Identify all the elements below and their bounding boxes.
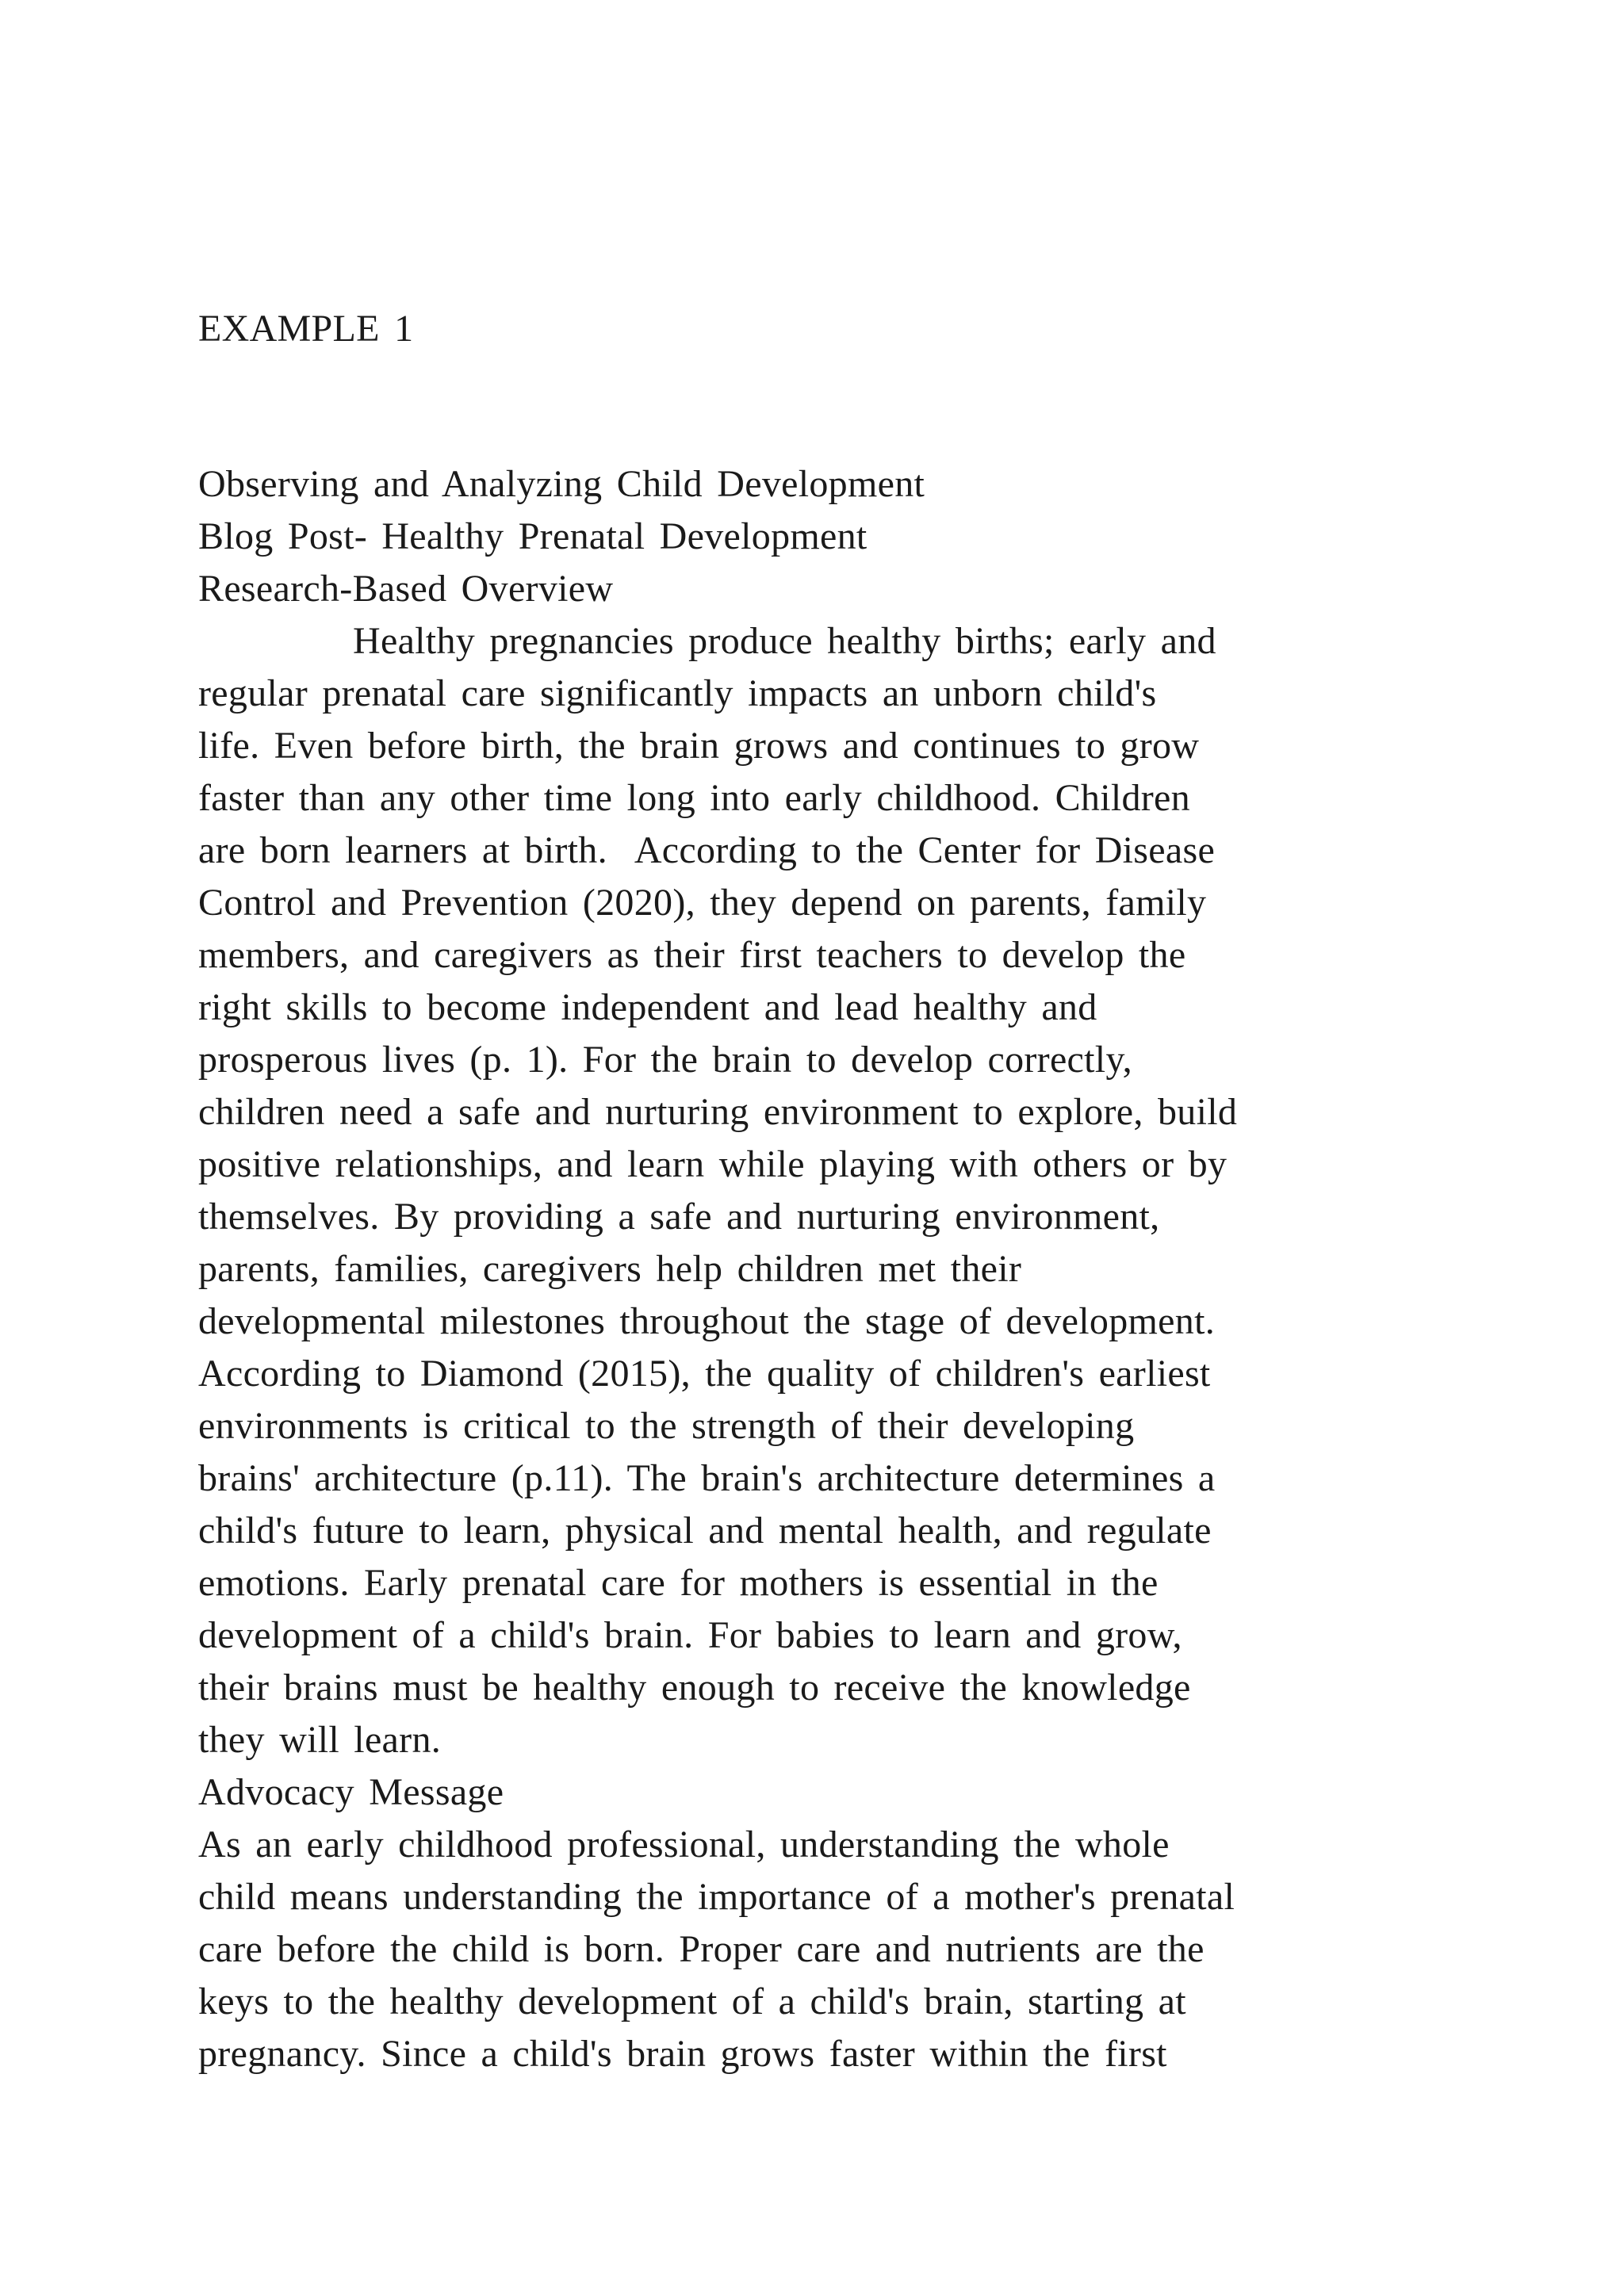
paragraph-2-line-5: pregnancy. Since a child's brain grows faster within the first [198, 2033, 1167, 2075]
paragraph-1-line-7: members, and caregivers as their first teachers to develop the [198, 934, 1186, 976]
paragraph-2-line-4: keys to the healthy development of a child's brain, starting at [198, 1980, 1186, 2022]
section-heading-research: Research-Based Overview [198, 568, 614, 610]
paragraph-1-line-12: themselves. By providing a safe and nurturing environment, [198, 1196, 1160, 1238]
paragraph-1-line-6: Control and Prevention (2020), they depend on parents, family [198, 882, 1207, 924]
paragraph-1-line-5: are born learners at birth. According to the Center for Disease [198, 829, 1216, 871]
paragraph-1-line-11: positive relationships, and learn while playing with others or by [198, 1143, 1228, 1185]
paragraph-1-line-21: their brains must be healthy enough to receive the knowledge [198, 1667, 1191, 1709]
paragraph-1-line-15: According to Diamond (2015), the quality of children's earliest [198, 1353, 1211, 1395]
paragraph-1-line-8: right skills to become independent and lead healthy and [198, 986, 1097, 1028]
paragraph-1-line-4: faster than any other time long into early childhood. Children [198, 777, 1190, 819]
document-title-line-2: Blog Post- Healthy Prenatal Development [198, 515, 868, 557]
paragraph-1-line-20: development of a child's brain. For babies to learn and grow, [198, 1614, 1182, 1656]
document-title-line-1: Observing and Analyzing Child Development [198, 463, 925, 505]
paragraph-1-line-13: parents, families, caregivers help children met their [198, 1248, 1022, 1290]
paragraph-1-line-17: brains' architecture (p.11). The brain's architecture determines a [198, 1457, 1216, 1499]
paragraph-1-line-9: prosperous lives (p. 1). For the brain to develop correctly, [198, 1039, 1132, 1081]
section-heading-advocacy: Advocacy Message [198, 1771, 504, 1813]
paragraph-1-line-10: children need a safe and nurturing environment to explore, build [198, 1091, 1238, 1133]
paragraph-1-line-22: they will learn. [198, 1719, 442, 1761]
paragraph-2-line-2: child means understanding the importance of a mother's prenatal [198, 1876, 1235, 1918]
paragraph-2-line-3: care before the child is born. Proper care and nutrients are the [198, 1928, 1205, 1970]
example-label: EXAMPLE 1 [198, 308, 414, 350]
paragraph-1-line-14: developmental milestones throughout the stage of development. [198, 1300, 1216, 1342]
paragraph-1-line-19: emotions. Early prenatal care for mothers is essential in the [198, 1562, 1159, 1604]
paragraph-1-line-16: environments is critical to the strength of their developing [198, 1405, 1135, 1447]
paragraph-1-line-1: Healthy pregnancies produce healthy births; early and [353, 620, 1216, 662]
paragraph-2-line-1: As an early childhood professional, understanding the whole [198, 1823, 1170, 1866]
paragraph-1-line-2: regular prenatal care significantly impacts an unborn child's [198, 672, 1157, 714]
paragraph-1-line-3: life. Even before birth, the brain grows and continues to grow [198, 725, 1200, 767]
paragraph-1-line-18: child's future to learn, physical and mental health, and regulate [198, 1510, 1212, 1552]
